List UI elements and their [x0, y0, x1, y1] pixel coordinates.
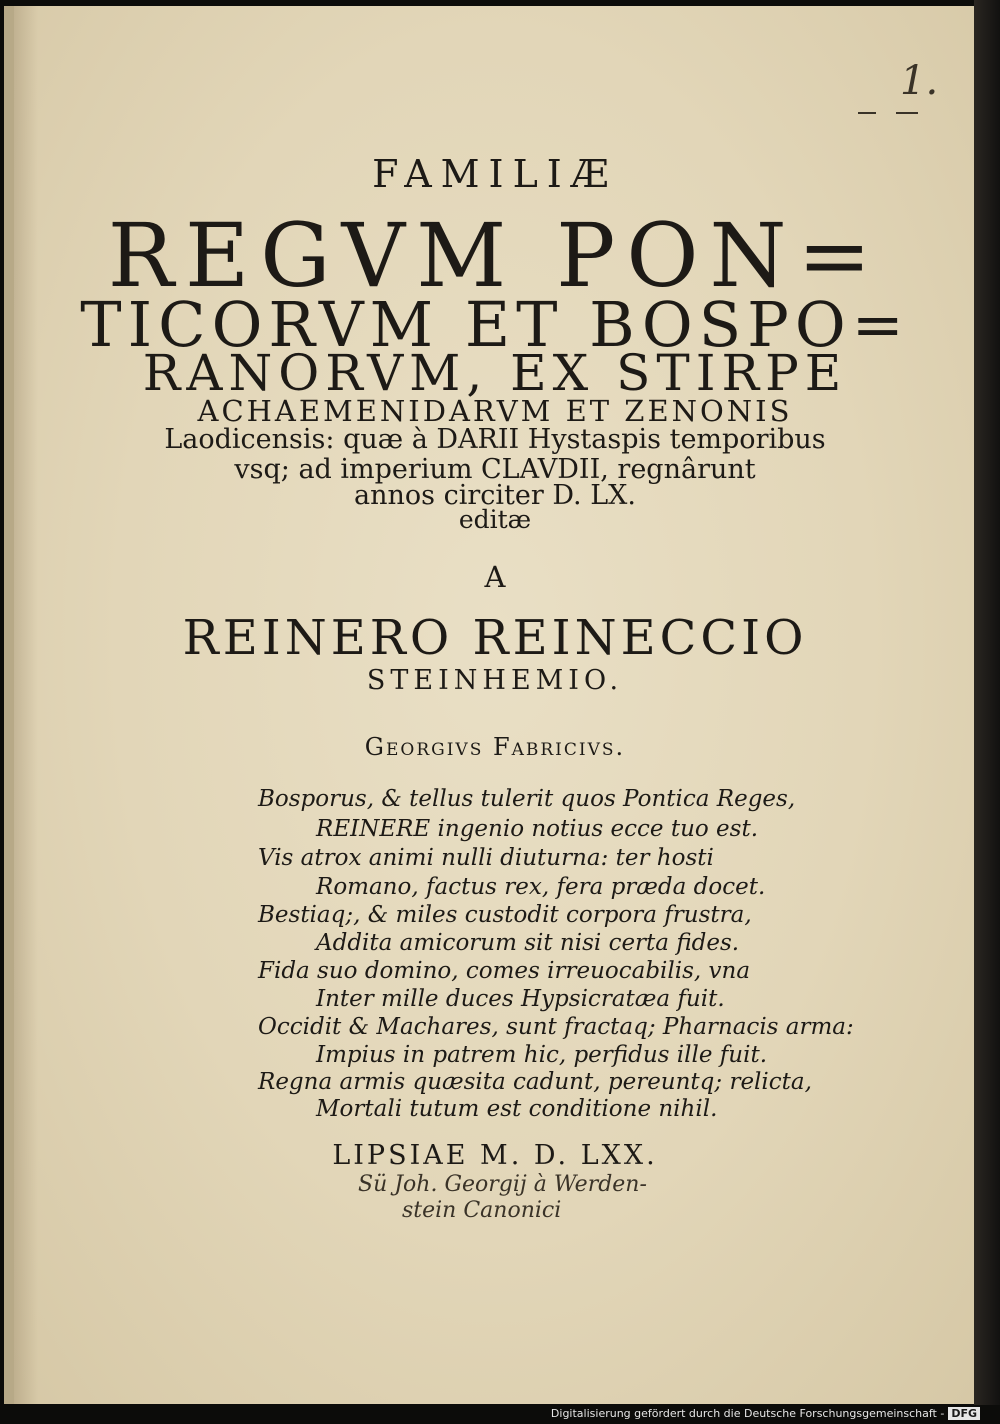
title-line-ranorum: RANORVM, EX STIRPE	[142, 344, 848, 402]
dfg-logo: DFG	[948, 1407, 980, 1420]
poem-line: Vis atrox animi nulli diuturna: ter hosti	[258, 845, 714, 871]
book-edge	[974, 0, 1000, 1405]
poem-line: Impius in patrem hic, perfidus ille fuit.	[316, 1042, 768, 1068]
imprint: LIPSIAE M. D. LXX.	[332, 1140, 658, 1171]
poet-name: Georgivs Fabricivs.	[364, 733, 626, 761]
digitization-credit	[551, 1407, 980, 1420]
title-line-achaemenidarum: ACHAEMENIDARVM ET ZENONIS	[197, 394, 793, 428]
author-name: REINERO REINECCIO	[182, 610, 808, 666]
poem-line: REINERE ingenio notius ecce tuo est.	[316, 816, 759, 842]
poem-line: Bestiaq;, & miles custodit corpora frustra,	[258, 902, 752, 928]
by-letter: A	[484, 560, 506, 594]
handwritten-ownership-line-2: stein Canonici	[402, 1198, 562, 1223]
poem-line: Romano, factus rex, fera præda docet.	[316, 874, 766, 900]
title-line-imperium: vsq; ad imperium CLAVDII, regnârunt	[234, 454, 756, 485]
author-place: STEINHEMIO.	[366, 665, 624, 696]
title-line-ticorum: TICORVM ET BOSPO=	[80, 288, 910, 361]
title-line-familiae: FAMILIÆ	[372, 152, 618, 196]
handwritten-page-number: 1.	[900, 58, 939, 104]
credit-text: Digitalisierung gefördert durch die Deutsche Forschungsgemeinschaft -	[550, 1407, 945, 1420]
poem-line: Mortali tutum est conditione nihil.	[316, 1096, 718, 1122]
poem-line: Regna armis quæsita cadunt, pereuntq; relicta,	[258, 1069, 812, 1095]
poem-line: Bosporus, & tellus tulerit quos Pontica Reges,	[258, 786, 796, 812]
handwritten-dash	[896, 112, 918, 114]
title-line-editae: editæ	[458, 505, 532, 534]
poem-line: Fida suo domino, comes irreuocabilis, vna	[258, 958, 751, 984]
title-line-regum: REGVM PON=	[107, 204, 883, 307]
title-line-annos: annos circiter D. LX.	[354, 480, 636, 511]
poem-line: Addita amicorum sit nisi certa fides.	[316, 930, 740, 956]
poem-line: Occidit & Machares, sunt fractaq; Pharnacis arma:	[258, 1014, 854, 1040]
poem-line: Inter mille duces Hypsicratæa fuit.	[316, 986, 725, 1012]
handwritten-dash	[858, 112, 876, 114]
title-line-laodicensis: Laodicensis: quæ à DARII Hystaspis temporibus	[164, 424, 826, 455]
handwritten-ownership-line-1: Sü Joh. Georgij à Werden-	[358, 1172, 647, 1197]
